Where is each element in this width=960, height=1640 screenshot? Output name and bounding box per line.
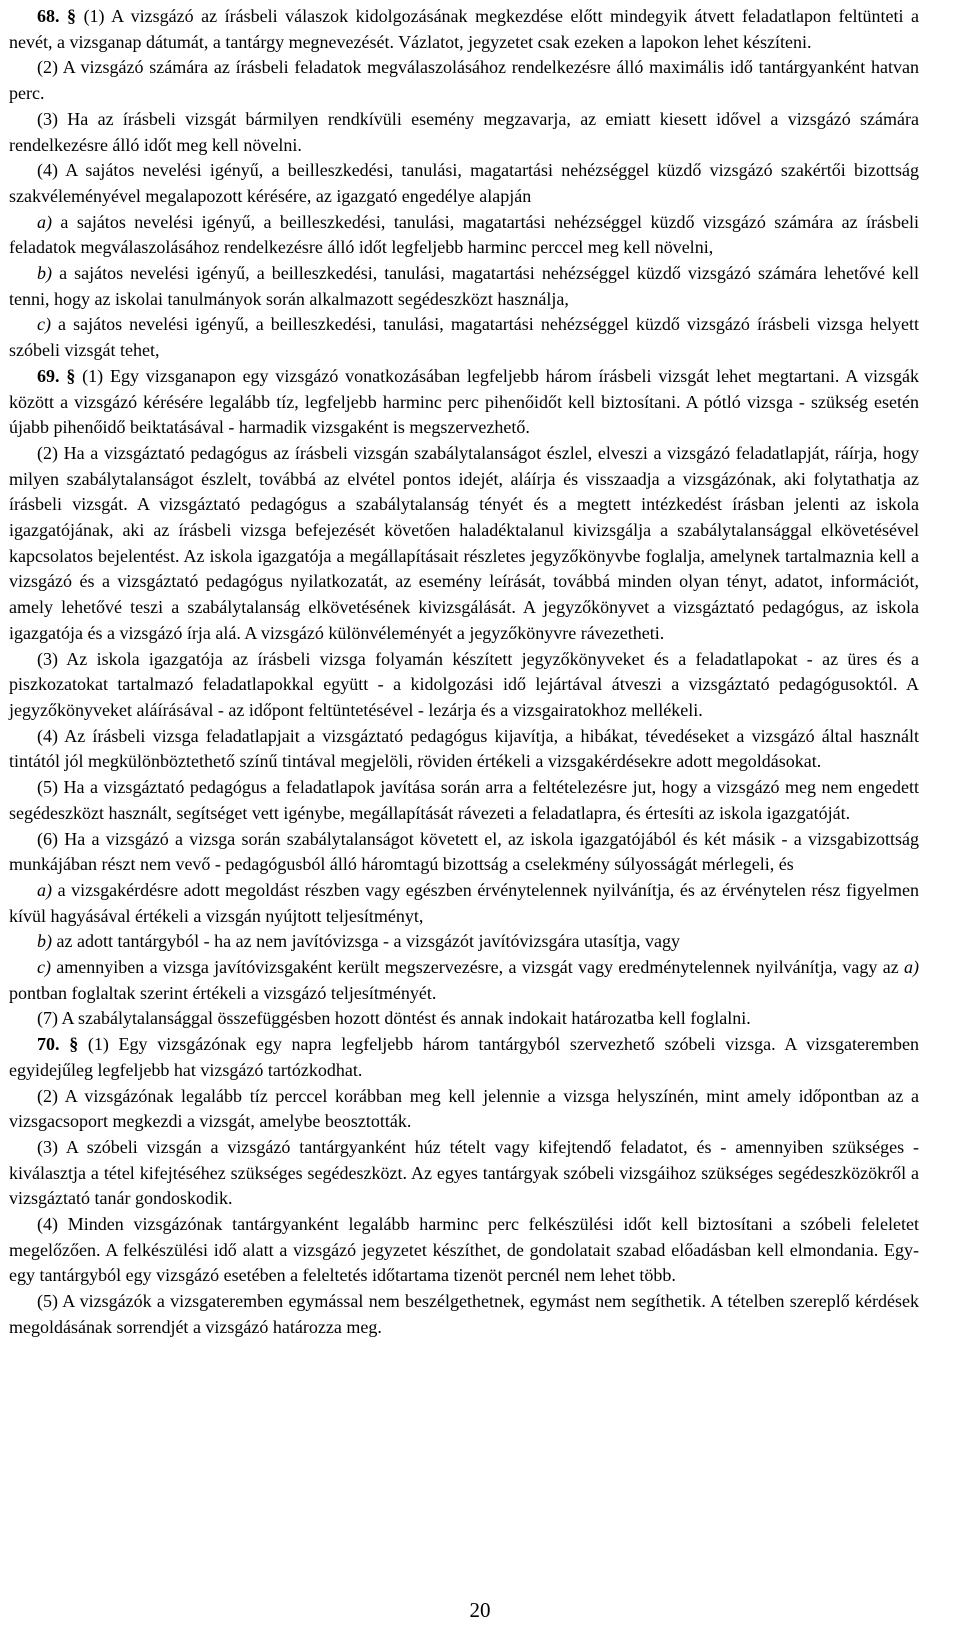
paragraph: (3) Ha az írásbeli vizsgát bármilyen rendkívüli esemény megzavarja, az emiatt kiesett idővel a vizsgázó számára rendelkezésre álló időt meg kell növelni. xyxy=(9,108,919,155)
paragraph-text: (1) Egy vizsgázónak egy napra legfeljebb három tantárgyból szervezhető szóbeli vizsga. A vizsgateremben egyidejűleg legfeljebb hat vizsgázó tartózkodhat. xyxy=(9,1034,919,1080)
paragraph: (2) Ha a vizsgáztató pedagógus az írásbeli vizsgán szabálytalanságot észlel, elveszi a vizsgázó feladatlapját, ráírja, hogy milyen szabálytalanságot észlelt, továbbá az elvétel pontos idejét, aláírja és visszaadja a vizsgázónak, aki folytathatja az írásbeli vizsgát. A vizsgáztató pedagógus a szabálytalanság tényét és a megtett intézkedést írásban jelenti az iskola igazgatójának, aki az írásbeli vizsga befejezését követően haladéktalanul kivizsgálja a szabálytalansággal elkövetésével kapcsolatos bejelentést. Az iskola igazgatója a megállapításait részletes jegyzőkönyvbe foglalja, amelynek tartalmaznia kell a vizsgázó és a vizsgáztató pedagógus nyilatkozatát, az esemény leírását, továbbá minden olyan tényt, adatot, információt, amely lehetővé teszi a szabálytalanság elkövetésének kivizsgálását. A jegyzőkönyvet a vizsgáztató pedagógus, az iskola igazgatója és a vizsgázó írja alá. A vizsgázó különvéleményét a jegyzőkönyvre rávezetheti. xyxy=(9,442,919,643)
item-label: c) xyxy=(37,957,51,978)
paragraph: (4) Az írásbeli vizsga feladatlapjait a vizsgáztató pedagógus kijavítja, a hibákat, tévedéseket a vizsgázó által használt tintától jól megkülönböztethető színű tintával megjelöli, röviden értékeli a vizsgakérdésekre adott megoldásokat. xyxy=(9,725,919,772)
section-68 xyxy=(9,4,919,364)
paragraph xyxy=(9,364,919,441)
section-number: 68. xyxy=(37,6,60,26)
section-70 xyxy=(9,1032,919,1340)
item-text: a vizsgakérdésre adott megoldást részben vagy egészben érvénytelennek nyilvánítja, és az érvénytelen rész figyelmen kívül hagyásával értékeli a vizsgán nyújtott teljesítményt, xyxy=(9,879,919,926)
section-sign: § xyxy=(69,1034,79,1055)
document-body xyxy=(0,4,960,1341)
list-item xyxy=(9,929,919,955)
page-number: 20 xyxy=(469,1598,491,1622)
item-text: a sajátos nevelési igényű, a beilleszkedési, tanulási, magatartási nehézséggel küzdő vizsgázó számára lehetővé kell tenni, hogy az iskolai tanulmányok során alkalmazott segédeszközt használja, xyxy=(9,263,919,309)
item-label: c) xyxy=(37,314,51,335)
item-reference: a) xyxy=(904,957,919,978)
item-text: az adott tantárgyból - ha az nem javítóvizsga - a vizsgázót javítóvizsgára utasítja, vagy xyxy=(56,931,680,952)
paragraph: (5) Ha a vizsgáztató pedagógus a feladatlapok javítása során arra a feltételezésre jut, hogy a vizsgázó meg nem engedett segédeszközt használt, segítséget vett igénybe, megállapítását rávezeti a feladatlapra, és értesíti az iskola igazgatóját. xyxy=(9,777,919,823)
paragraph: (4) A sajátos nevelési igényű, a beilleszkedési, tanulási, magatartási nehézséggel küzdő vizsgázó szakértői bizottság szakvéleményével megalapozott kérésére, az igazgató engedélye alapján xyxy=(9,160,919,206)
item-text: pontban foglaltak szerint értékeli a vizsgázó teljesítményét. xyxy=(9,982,437,1003)
section-69 xyxy=(9,364,919,1032)
list-item xyxy=(9,210,919,261)
paragraph: (2) A vizsgázónak legalább tíz perccel korábban meg kell jelennie a vizsga helyszínén, mint amely időpontban az a vizsgacsoport megkezdi a vizsgát, amelybe beosztották. xyxy=(9,1085,919,1132)
paragraph-text: (1) A vizsgázó az írásbeli válaszok kidolgozásának megkezdése előtt mindegyik átvett feladatlapon feltünteti a nevét, a vizsganap dátumát, a tantárgy megnevezését. Vázlatot, jegyzetet csak ezeken a lapokon lehet készíteni. xyxy=(9,6,920,52)
section-sign: § xyxy=(67,6,77,26)
list-item xyxy=(9,312,919,363)
list-item xyxy=(9,955,919,1006)
list-item xyxy=(9,261,919,312)
item-text: amennyiben a vizsga javítóvizsgaként került megszervezésre, a vizsgát vagy eredménytelennek nyilvánítja, vagy az xyxy=(56,957,904,978)
item-label: a) xyxy=(37,879,52,900)
paragraph: (3) A szóbeli vizsgán a vizsgázó tantárgyanként húz tételt vagy kifejtendő feladatot, és - amennyiben szükséges - kiválasztja a tétel kifejtéséhez szükséges segédeszközt. Az egyes tantárgyak szóbeli vizsgáihoz szükséges segédeszközökről a vizsgáztató tanár gondoskodik. xyxy=(9,1136,919,1209)
paragraph: (2) A vizsgázó számára az írásbeli feladatok megválaszolásához rendelkezésre álló maximális idő tantárgyanként hatvan perc. xyxy=(9,57,919,104)
paragraph: (6) Ha a vizsgázó a vizsga során szabálytalanságot követett el, az iskola igazgatójából és két másik - a vizsgabizottság munkájában részt nem vevő - pedagógusból álló háromtagú bizottság a cselekmény súlyosságát mérlegeli, és xyxy=(9,828,919,875)
item-text: a sajátos nevelési igényű, a beilleszkedési, tanulási, magatartási nehézséggel küzdő vizsgázó számára az írásbeli feladatok megválaszolásához rendelkezésre álló időt legfeljebb harminc perccel meg kell növelni, xyxy=(9,211,920,258)
paragraph: (3) Az iskola igazgatója az írásbeli vizsga folyamán készített jegyzőkönyveket és a feladatlapokat - az üres és a piszkozatokat tartalmazó feladatlapokkal együtt - a kidolgozási idő lejártával átveszi a vizsgáztató pedagógusoktól. A jegyzőkönyveket aláírásával - az időpont feltüntetésével - lezárja és a vizsgairatokhoz mellékeli. xyxy=(9,648,919,720)
item-label: a) xyxy=(37,211,52,232)
section-number: 70. xyxy=(37,1034,60,1055)
paragraph-text: (1) Egy vizsganapon egy vizsgázó vonatkozásában legfeljebb három írásbeli vizsgát lehet megtartani. A vizsgák között a vizsgázó kérésére legalább tíz, legfeljebb harminc perc pihenőidőt kell biztosítani. A pótló vizsga - szükség esetén újabb pihenőidő beiktatásával - harmadik vizsgaként is megszervezhető. xyxy=(9,365,920,438)
item-label: b) xyxy=(37,263,52,284)
paragraph xyxy=(9,4,919,55)
paragraph xyxy=(9,1032,919,1083)
paragraph: (7) A szabálytalansággal összefüggésben hozott döntést és annak indokait határozatba kell foglalni. xyxy=(37,1008,751,1029)
section-number: 69. xyxy=(37,365,60,386)
list-item xyxy=(9,878,919,929)
item-text: a sajátos nevelési igényű, a beilleszkedési, tanulási, magatartási nehézséggel küzdő vizsgázó írásbeli vizsga helyett szóbeli vizsgát tehet, xyxy=(9,314,920,361)
paragraph: (5) A vizsgázók a vizsgateremben egymással nem beszélgethetnek, egymást nem segíthetik. A tételben szereplő kérdések megoldásának sorrendjét a vizsgázó határozza meg. xyxy=(9,1291,919,1337)
paragraph: (4) Minden vizsgázónak tantárgyanként legalább harminc perc felkészülési időt kell biztosítani a szóbeli feleletet megelőzően. A felkészülési idő alatt a vizsgázó jegyzetet készíthet, de gondolatait szabad előadásban kell elmondania. Egy-egy tantárgyból egy vizsgázó esetében a feleltetés időtartama tizenöt percnél nem lehet több. xyxy=(9,1214,919,1286)
section-sign: § xyxy=(66,365,76,386)
item-label: b) xyxy=(37,931,52,952)
